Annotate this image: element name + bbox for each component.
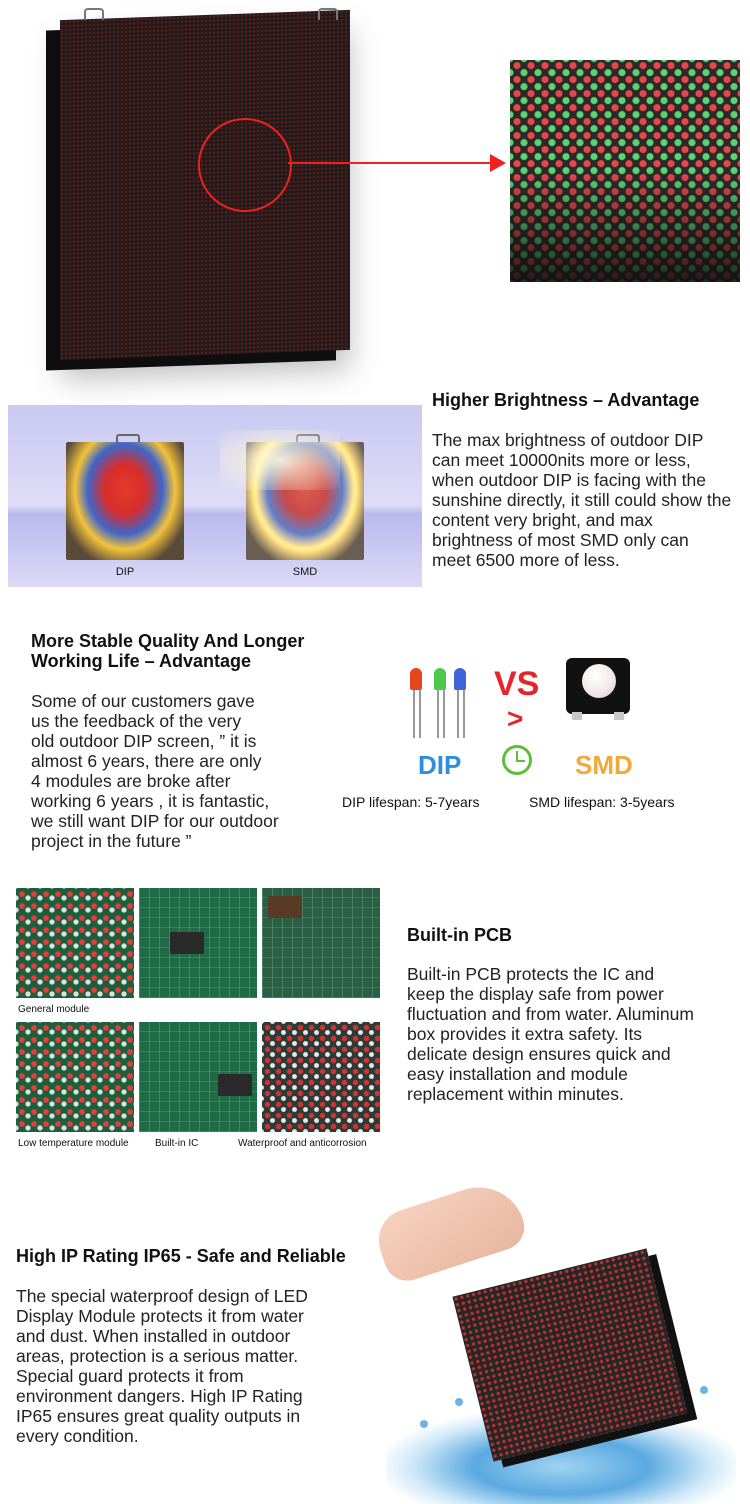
stability-body-line: 4 modules are broke after: [31, 771, 231, 791]
pcb-body-line: Built-in PCB protects the IC and: [407, 964, 655, 984]
stability-body-line: us the feedback of the very: [31, 711, 242, 731]
ip-body-line: Special guard protects it from: [16, 1366, 244, 1386]
ip-body-line: IP65 ensures great quality outputs in: [16, 1406, 301, 1426]
pcb-body-line: keep the display safe from power: [407, 984, 664, 1004]
blue-dip-led-icon: [454, 668, 466, 690]
water-drop: [700, 1386, 708, 1394]
closeup-shadow: [510, 170, 740, 282]
stability-heading-line2: Working Life – Advantage: [31, 651, 252, 671]
clock-hand: [516, 760, 525, 762]
low-temperature-caption: Low temperature module: [18, 1138, 129, 1149]
stability-body-line: project in the future ”: [31, 831, 192, 851]
smd-panel-caption: SMD: [292, 566, 318, 578]
cabinet-hook: [84, 8, 104, 20]
led-leg: [419, 690, 421, 738]
green-dip-led-icon: [434, 668, 446, 690]
dip-parrot-panel: [66, 442, 184, 560]
stability-body-line: Some of our customers gave: [31, 691, 255, 711]
smd-pin: [614, 712, 624, 720]
brightness-heading: Higher Brightness – Advantage: [432, 390, 700, 410]
dip-panel-caption: DIP: [115, 566, 135, 578]
ip-body-line: Display Module protects it from water: [16, 1306, 304, 1326]
led-leg: [437, 690, 439, 738]
brightness-body: The max brightness of outdoor DIP can meet 10000nits more or less, when outdoor DIP is facing with the sunshine directly, it still could show the content very bright, and max brightness of most SMD only can meet 6500 more of less.: [432, 430, 732, 570]
pcb-body-line: delicate design ensures quick and: [407, 1044, 671, 1064]
red-dip-led-icon: [410, 668, 422, 690]
sunlight-glare: [220, 430, 340, 490]
led-leg: [457, 690, 459, 738]
zoom-arrow-line: [288, 162, 493, 164]
ip-body-line: environment dangers. High IP Rating: [16, 1386, 303, 1406]
ip-body-line: areas, protection is a serious matter.: [16, 1346, 299, 1366]
ip-body: [16, 1286, 308, 1446]
cabinet-hook: [318, 8, 338, 20]
zoom-highlight-circle: [198, 118, 292, 212]
waterproof-module-image: [262, 1022, 380, 1132]
built-in-ic-caption: Built-in IC: [155, 1138, 199, 1149]
dip-lifespan: DIP lifespan: 5-7years: [342, 794, 480, 810]
stability-body-line: we still want DIP for our outdoor: [31, 811, 279, 831]
greater-than-icon: >: [507, 703, 524, 734]
low-temperature-module-image: [16, 1022, 134, 1132]
hand-image: [371, 1175, 531, 1286]
water-drop: [455, 1398, 463, 1406]
smd-label: SMD: [575, 750, 633, 780]
dip-label: DIP: [418, 750, 462, 780]
general-module-image: [16, 888, 134, 998]
stability-body-line: almost 6 years, there are only: [31, 751, 262, 771]
stability-body-line: working 6 years , it is fantastic,: [31, 791, 270, 811]
stability-body-line: old outdoor DIP screen, ” it is: [31, 731, 257, 751]
pcb-heading: Built-in PCB: [407, 925, 512, 945]
water-drop: [420, 1420, 428, 1428]
ip-heading: High IP Rating IP65 - Safe and Reliable: [16, 1246, 346, 1266]
ip-body-line: The special waterproof design of LED: [16, 1286, 308, 1306]
led-leg: [443, 690, 445, 738]
ip-body-line: and dust. When installed in outdoor: [16, 1326, 291, 1346]
smd-pin: [572, 712, 582, 720]
pcb-body-line: easy installation and module: [407, 1064, 628, 1084]
led-leg: [463, 690, 465, 738]
smd-led-dome: [582, 664, 616, 698]
pcb-body-line: replacement within minutes.: [407, 1084, 624, 1104]
pcb-terminal: [268, 896, 302, 918]
pcb-connector: [218, 1074, 252, 1096]
led-leg: [413, 690, 415, 738]
pcb-body-line: fluctuation and from water. Aluminum: [407, 1004, 694, 1024]
general-module-caption: General module: [18, 1004, 90, 1015]
pcb-body: [407, 964, 694, 1104]
pcb-connector: [170, 932, 204, 954]
waterproof-caption: Waterproof and anticorrosion: [238, 1138, 367, 1149]
zoom-arrow-head: [490, 154, 506, 172]
pcb-body-line: box provides it extra safety. Its: [407, 1024, 643, 1044]
vs-label: VS: [494, 665, 540, 703]
stability-heading-line1: More Stable Quality And Longer: [31, 631, 305, 651]
ip-body-line: every condition.: [16, 1426, 139, 1446]
smd-lifespan: SMD lifespan: 3-5years: [529, 794, 675, 810]
stability-body: [31, 691, 279, 851]
